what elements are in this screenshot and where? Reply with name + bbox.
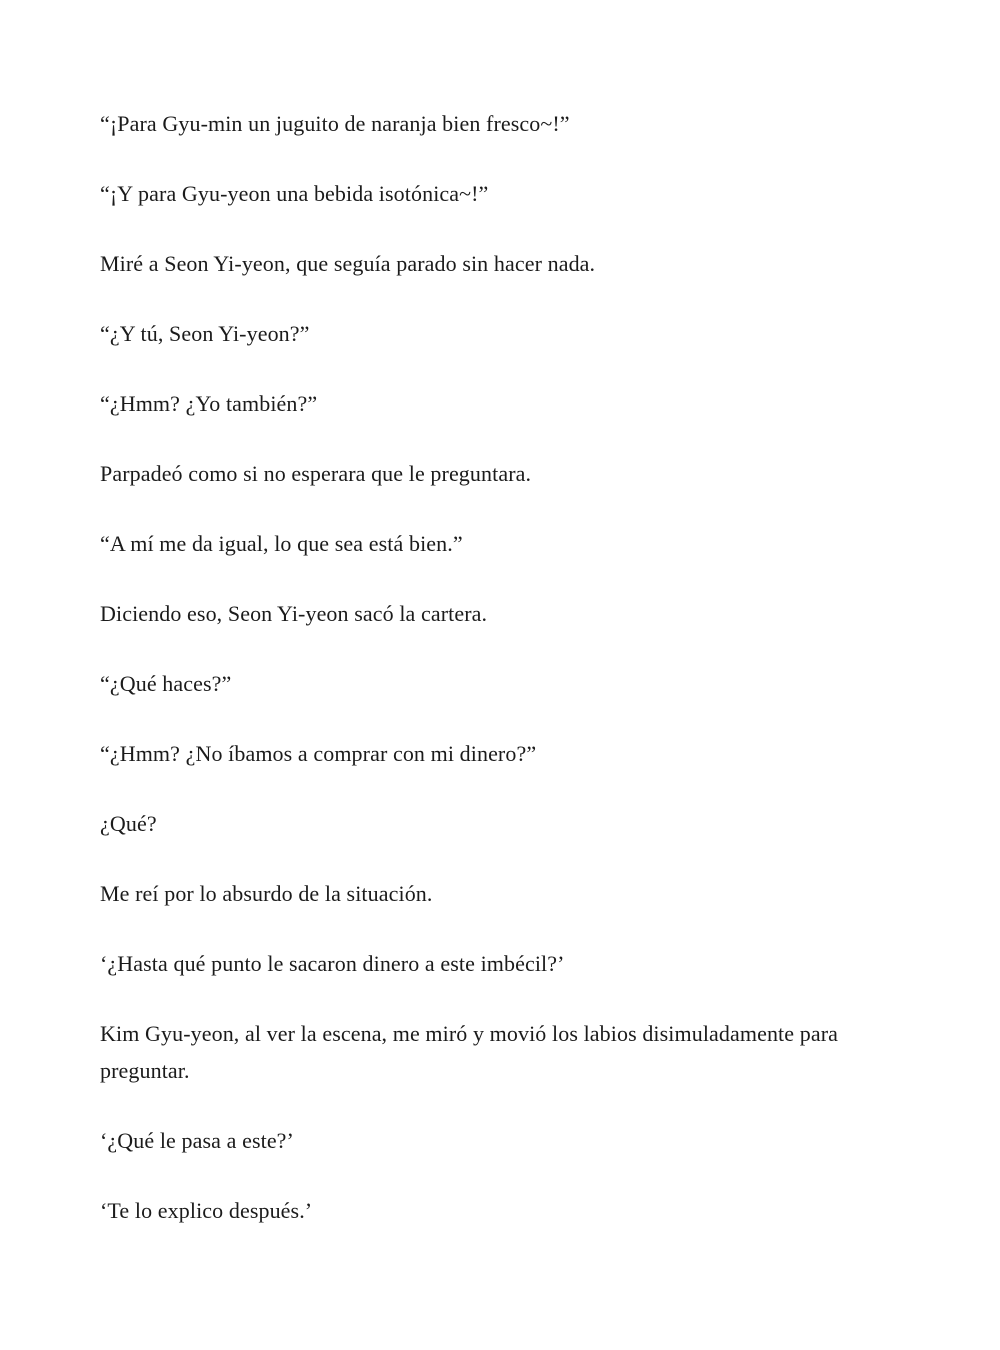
paragraph: Me reí por lo absurdo de la situación. xyxy=(100,881,433,906)
paragraph: “A mí me da igual, lo que sea está bien.” xyxy=(100,531,463,556)
paragraph: ‘¿Qué le pasa a este?’ xyxy=(100,1128,294,1153)
paragraph: “¿Y tú, Seon Yi-yeon?” xyxy=(100,321,310,346)
paragraph: ‘¿Hasta qué punto le sacaron dinero a este imbécil?’ xyxy=(100,951,565,976)
paragraph: “¡Para Gyu-min un juguito de naranja bien fresco~!” xyxy=(100,111,570,136)
paragraph: “¡Y para Gyu-yeon una bebida isotónica~!” xyxy=(100,181,489,206)
paragraph: ¿Qué? xyxy=(100,811,157,836)
paragraph: Kim Gyu-yeon, al ver la escena, me miró y movió los labios disimuladamente para preguntar. xyxy=(100,1021,838,1083)
paragraph: Parpadeó como si no esperara que le preguntara. xyxy=(100,461,532,486)
paragraph: ‘Te lo explico después.’ xyxy=(100,1198,313,1223)
text-content xyxy=(100,105,900,1229)
paragraph: “¿Hmm? ¿Yo también?” xyxy=(100,391,318,416)
paragraph: “¿Hmm? ¿No íbamos a comprar con mi dinero?” xyxy=(100,741,537,766)
paragraph: Diciendo eso, Seon Yi-yeon sacó la cartera. xyxy=(100,601,488,626)
paragraph: Miré a Seon Yi-yeon, que seguía parado sin hacer nada. xyxy=(100,251,596,276)
paragraph: “¿Qué haces?” xyxy=(100,671,232,696)
